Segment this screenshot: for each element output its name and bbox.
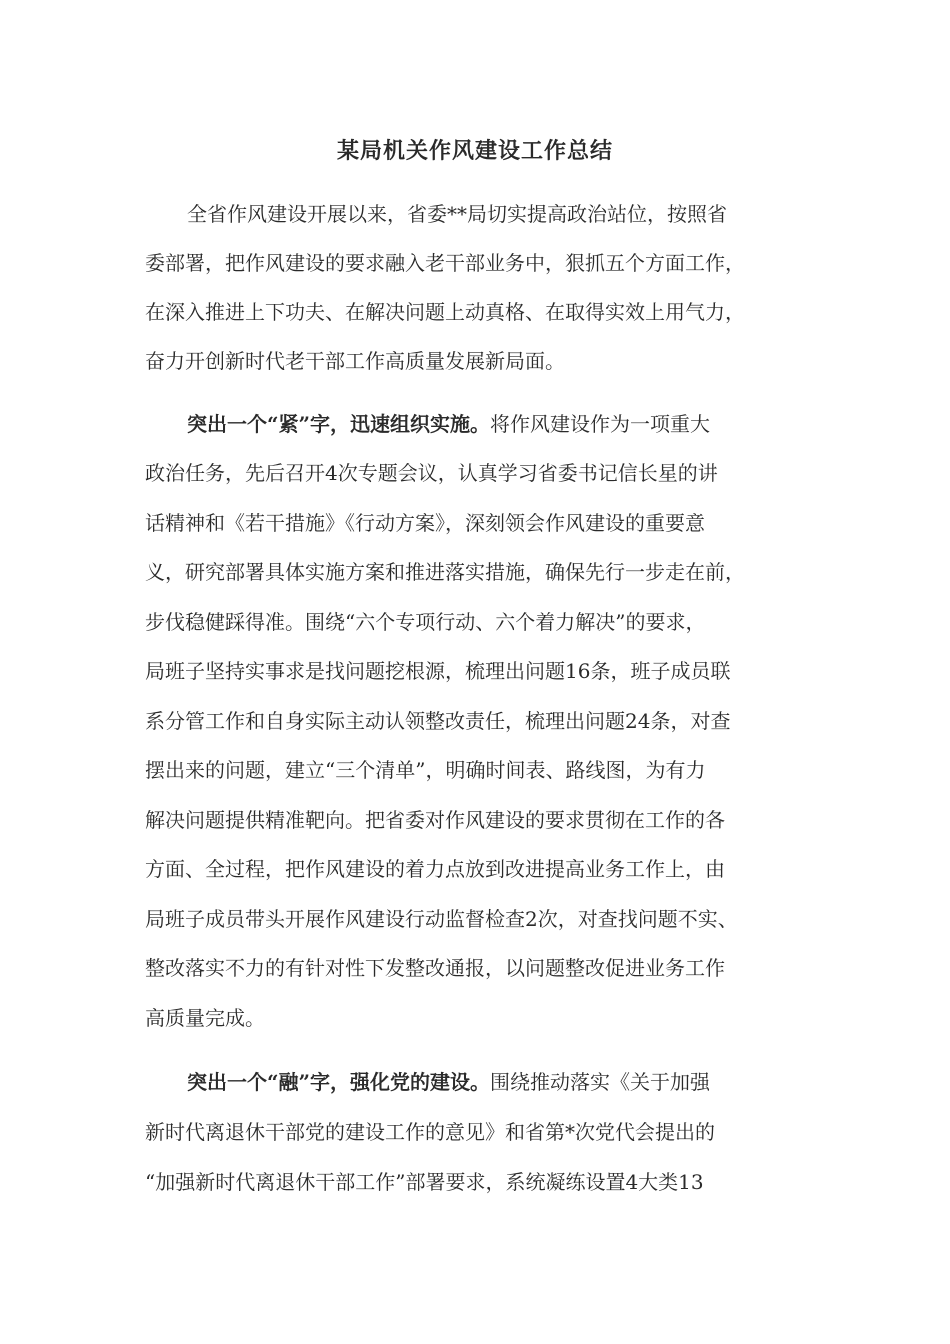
paragraph-2-line-2: 政治任务，先后召开4次专题会议，认真学习省委书记信长星的讲 (145, 461, 718, 485)
paragraph-2-lead: 突出一个“紧”字，迅速组织实施。 (187, 412, 491, 436)
paragraph-2-line-1-text: 将作风建设作为一项重大 (490, 412, 711, 436)
paragraph-2-line-4: 义，研究部署具体实施方案和推进落实措施，确保先行一步走在前， (145, 560, 745, 584)
paragraph-3-lead: 突出一个“融”字，强化党的建设。 (187, 1070, 491, 1094)
paragraph-2-line-7: 系分管工作和自身实际主动认领整改责任，梳理出问题24条，对查 (145, 709, 731, 733)
paragraph-3-line-1-text: 围绕推动落实《关于加强 (490, 1070, 711, 1094)
paragraph-2-line-8: 摆出来的问题，建立“三个清单”，明确时间表、路线图，为有力 (145, 758, 706, 782)
paragraph-2-line-10: 方面、全过程，把作风建设的着力点放到改进提高业务工作上，由 (145, 857, 725, 881)
paragraph-2-line-11: 局班子成员带头开展作风建设行动监督检查2次，对查找问题不实、 (145, 907, 738, 931)
paragraph-2-line-5: 步伐稳健踩得准。围绕“六个专项行动、六个着力解决”的要求， (145, 610, 706, 634)
paragraph-2-line-1 (187, 409, 710, 439)
paragraph-2-line-13: 高质量完成。 (145, 1006, 265, 1030)
paragraph-2-line-3: 话精神和《若干措施》《行动方案》，深刻领会作风建设的重要意 (145, 511, 705, 535)
paragraph-2-line-9: 解决问题提供精准靶向。把省委对作风建设的要求贯彻在工作的各 (145, 808, 725, 832)
paragraph-1-line-1: 全省作风建设开展以来，省委**局切实提高政治站位，按照省 (187, 202, 727, 226)
paragraph-2-line-6: 局班子坚持实事求是找问题挖根源，梳理出问题16条，班子成员联 (145, 659, 731, 683)
paragraph-1-line-3: 在深入推进上下功夫、在解决问题上动真格、在取得实效上用气力， (145, 300, 745, 324)
paragraph-3-line-1 (187, 1067, 710, 1097)
paragraph-3-line-3: “加强新时代离退休干部工作”部署要求，系统凝练设置4大类13 (145, 1170, 704, 1194)
paragraph-1-line-2: 委部署，把作风建设的要求融入老干部业务中，狠抓五个方面工作， (145, 251, 745, 275)
paragraph-1-line-4: 奋力开创新时代老干部工作高质量发展新局面。 (145, 349, 565, 373)
document-title: 某局机关作风建设工作总结 (336, 138, 613, 164)
paragraph-3-line-2: 新时代离退休干部党的建设工作的意见》和省第*次党代会提出的 (145, 1120, 715, 1144)
paragraph-2-line-12: 整改落实不力的有针对性下发整改通报，以问题整改促进业务工作 (145, 956, 725, 980)
